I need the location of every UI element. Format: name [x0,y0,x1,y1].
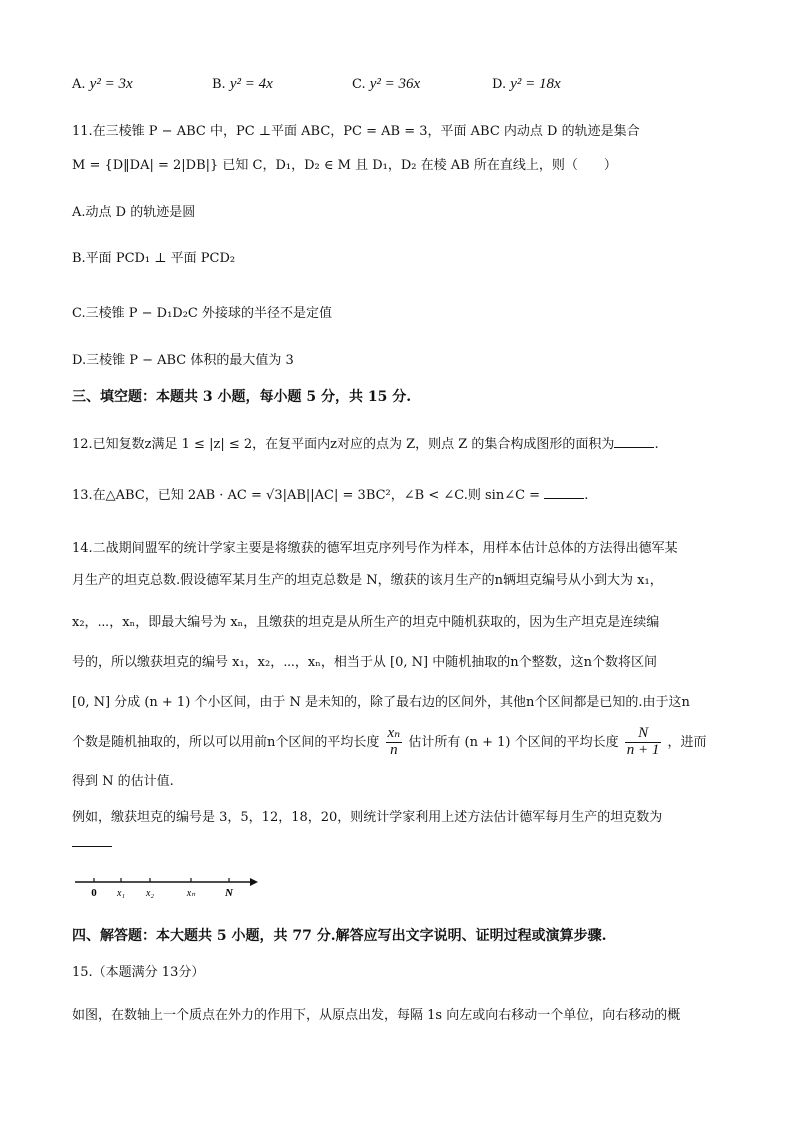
option-a-expr: y² = 3x [89,76,133,92]
option-b [212,76,273,93]
fraction-denominator: n [390,741,398,758]
q13-answer-blank [544,497,584,499]
label-xn: xₙ [186,888,196,899]
q11-line1: 11.在三棱锥 P − ABC 中，PC ⊥平面 ABC，PC = AB = 3，平面 ABC 内动点 D 的轨迹是集合 [72,124,640,139]
section-3-heading: 三、填空题：本题共 3 小题，每小题 5 分，共 15 分. [72,389,412,405]
q14-line4: 号的，所以缴获坦克的编号 x₁，x₂，⋯，xₙ，相当于从 [0, N] 中随机抽取的n个整数，这n个数将区间 [72,655,657,670]
q11-option-c: C.三棱锥 P − D₁D₂C 外接球的半径不是定值 [72,306,333,321]
option-a-label: A. [72,77,86,92]
q14-line2: 月生产的坦克总数.假设德军某月生产的坦克总数是 N，缴获的该月生产的n辆坦克编号从小到大为 x₁， [72,573,663,588]
q13-text: 13.在△ABC，已知 2AB · AC = √3|AB||AC| = 3BC²，∠B < ∠C.则 sin∠C = [72,488,541,503]
fraction-numerator: N [625,726,662,743]
q12-answer-blank [614,446,654,448]
q14-line7: 得到 N 的估计值. [72,774,174,789]
fraction-denominator: n + 1 [626,741,660,758]
option-c [352,76,420,93]
q14-line6-part2: 估计所有 (n + 1) 个区间的平均长度 [408,734,619,750]
q12-text: 12.已知复数z满足 1 ≤ |z| ≤ 2，在复平面内z对应的点为 Z，则点 Z 的集合构成图形的面积为 [72,437,615,452]
q14-answer-blank-line [72,836,112,851]
label-n: N [225,887,233,899]
arrow-right-icon [250,878,258,886]
q14-line3: x₂，⋯，xₙ，即最大编号为 xₙ，且缴获的坦克是从所生产的坦克中随机获取的，因为生产坦克是连续编 [72,615,660,630]
number-line-figure [72,872,272,902]
q11-option-b: B.平面 PCD₁ ⊥ 平面 PCD₂ [72,251,236,266]
q11-option-a: A.动点 D 的轨迹是圆 [72,205,196,220]
q14-line1: 14.二战期间盟军的统计学家主要是将缴获的德军坦克序列号作为样本，用样本估计总体的方法得出德军某 [72,541,678,556]
q14-line5: [0, N] 分成 (n + 1) 个小区间，由于 N 是未知的，除了最右边的区间外，其他n个区间都是已知的.由于这n [72,695,690,710]
option-b-label: B. [212,77,226,92]
q12: 12.已知复数z满足 1 ≤ |z| ≤ 2，在复平面内z对应的点为 Z，则点 Z 的集合构成图形的面积为 . [72,437,659,452]
q15-line1: 如图，在数轴上一个质点在外力的作用下，从原点出发，每隔 1s 向左或向右移动一个单位，向右移动的概 [72,1008,681,1023]
q15-title: 15.（本题满分 13分） [72,965,205,980]
option-a [72,76,133,93]
label-x1: x₁ [117,888,125,899]
label-0: 0 [91,887,97,899]
q14-line6-part1: 个数是随机抽取的，所以可以用前n个区间的平均长度 [72,734,380,750]
option-c-expr: y² = 36x [369,76,421,92]
option-d [492,76,561,93]
q11-line2: M = {D‖DA| = 2|DB|} 已知 C，D₁，D₂ ∈ M 且 D₁，D₂ 在棱 AB 所在直线上，则（ ） [72,158,617,173]
option-b-expr: y² = 4x [229,76,273,92]
q14-line6 [72,726,707,759]
q13: 13.在△ABC，已知 2AB · AC = √3|AB||AC| = 3BC²，∠B < ∠C.则 sin∠C = . [72,488,589,503]
fraction-numerator: xₙ [387,725,401,741]
q14-line6-part3: ，进而 [667,734,707,750]
option-d-expr: y² = 18x [510,76,561,92]
label-x2: x₂ [146,888,154,899]
fraction-n-over-n-plus-1 [625,726,662,759]
q11-option-d: D.三棱锥 P − ABC 体积的最大值为 3 [72,353,294,368]
q14-answer-blank [72,845,112,847]
option-c-label: C. [352,77,366,92]
option-d-label: D. [492,77,507,92]
section-4-heading: 四、解答题：本大题共 5 小题，共 77 分.解答应写出文字说明、证明过程或演算步骤. [72,928,607,944]
fraction-xn-over-n [386,726,403,759]
q14-line8: 例如，缴获坦克的编号是 3，5，12，18，20，则统计学家利用上述方法估计德军每月生产的坦克数为 [72,810,663,825]
